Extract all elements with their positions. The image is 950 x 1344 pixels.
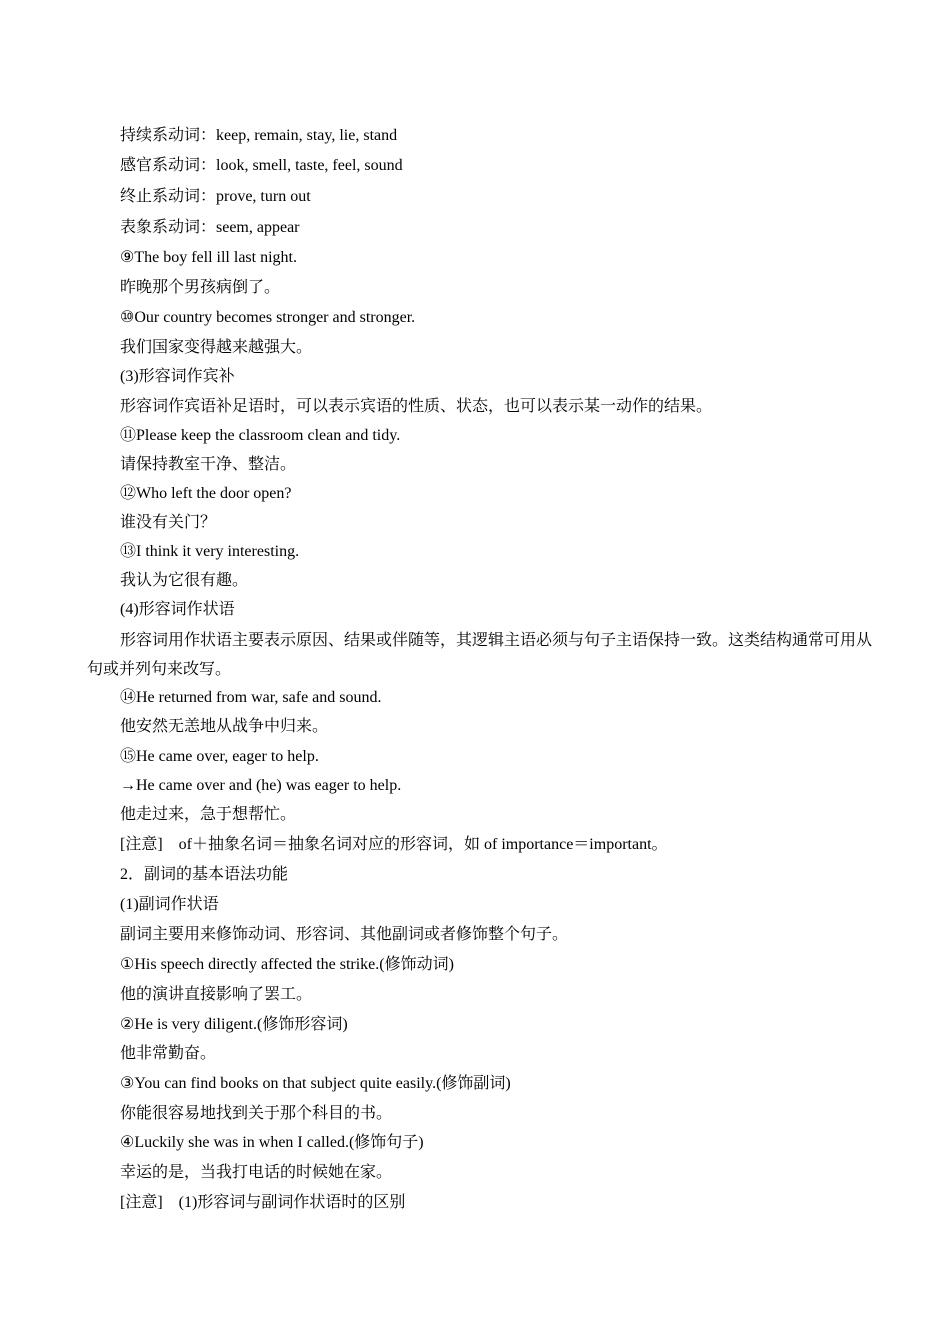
example-sentence: ③You can find books on that subject quite easily.(修饰副词) (120, 1075, 511, 1092)
translation: 昨晚那个男孩病倒了。 (120, 279, 281, 296)
translation: 他非常勤奋。 (120, 1045, 217, 1062)
note-label: [注意] (120, 1194, 163, 1211)
explanation-paragraph: 形容词用作状语主要表示原因、结果或伴随等，其逻辑主语必须与句子主语保持一致。这类结构通常可用从句或并列句来改写。 (87, 632, 873, 678)
section-heading: (3)形容词作宾补 (120, 368, 235, 385)
translation: 幸运的是，当我打电话的时候她在家。 (120, 1164, 393, 1181)
example-sentence: ⑩Our country becomes stronger and stronger. (120, 309, 416, 326)
note-text: (1)形容词与副词作状语时的区别 (178, 1194, 406, 1211)
example-sentence: ⑫Who left the door open? (120, 485, 292, 502)
explanation: 形容词作宾语补足语时，可以表示宾语的性质、状态，也可以表示某一动作的结果。 (120, 398, 713, 415)
translation: 他安然无恙地从战争中归来。 (120, 718, 329, 735)
example-sentence: ①His speech directly affected the strike.(修饰动词) (120, 956, 454, 973)
example-sentence: ⑮He came over, eager to help. (120, 748, 319, 765)
text-line: 终止系动词：prove, turn out (120, 188, 311, 205)
section-heading: 2．副词的基本语法功能 (120, 866, 289, 883)
note-text: of＋抽象名词＝抽象名词对应的形容词，如 of importance＝important。 (178, 836, 668, 853)
translation: 他的演讲直接影响了罢工。 (120, 986, 313, 1003)
section-heading: (1)副词作状语 (120, 896, 219, 913)
text-line: 表象系动词：seem, appear (120, 219, 300, 236)
example-sentence: ⑭He returned from war, safe and sound. (120, 689, 382, 706)
example-sentence: ⑬I think it very interesting. (120, 543, 300, 560)
translation: 我认为它很有趣。 (120, 572, 249, 589)
translation: 我们国家变得越来越强大。 (120, 339, 313, 356)
section-heading: (4)形容词作状语 (120, 601, 235, 618)
example-sentence: ②He is very diligent.(修饰形容词) (120, 1016, 348, 1033)
example-sentence: ⑨The boy fell ill last night. (120, 249, 297, 266)
note-line (120, 1192, 405, 1214)
text-line: 持续系动词：keep, remain, stay, lie, stand (120, 127, 398, 144)
example-sentence: ⑪Please keep the classroom clean and tidy. (120, 427, 401, 444)
note-label: [注意] (120, 836, 163, 853)
text-line: 感官系动词：look, smell, taste, feel, sound (120, 157, 403, 174)
translation: 谁没有关门？ (120, 514, 217, 531)
translation: 他走过来，急于想帮忙。 (120, 806, 297, 823)
explanation: 副词主要用来修饰动词、形容词、其他副词或者修饰整个句子。 (120, 926, 569, 943)
note-line (120, 834, 668, 856)
translation: 你能很容易地找到关于那个科目的书。 (120, 1105, 393, 1122)
rewrite-sentence: →He came over and (he) was eager to help. (120, 777, 402, 794)
example-sentence: ④Luckily she was in when I called.(修饰句子) (120, 1134, 424, 1151)
translation: 请保持教室干净、整洁。 (120, 456, 297, 473)
